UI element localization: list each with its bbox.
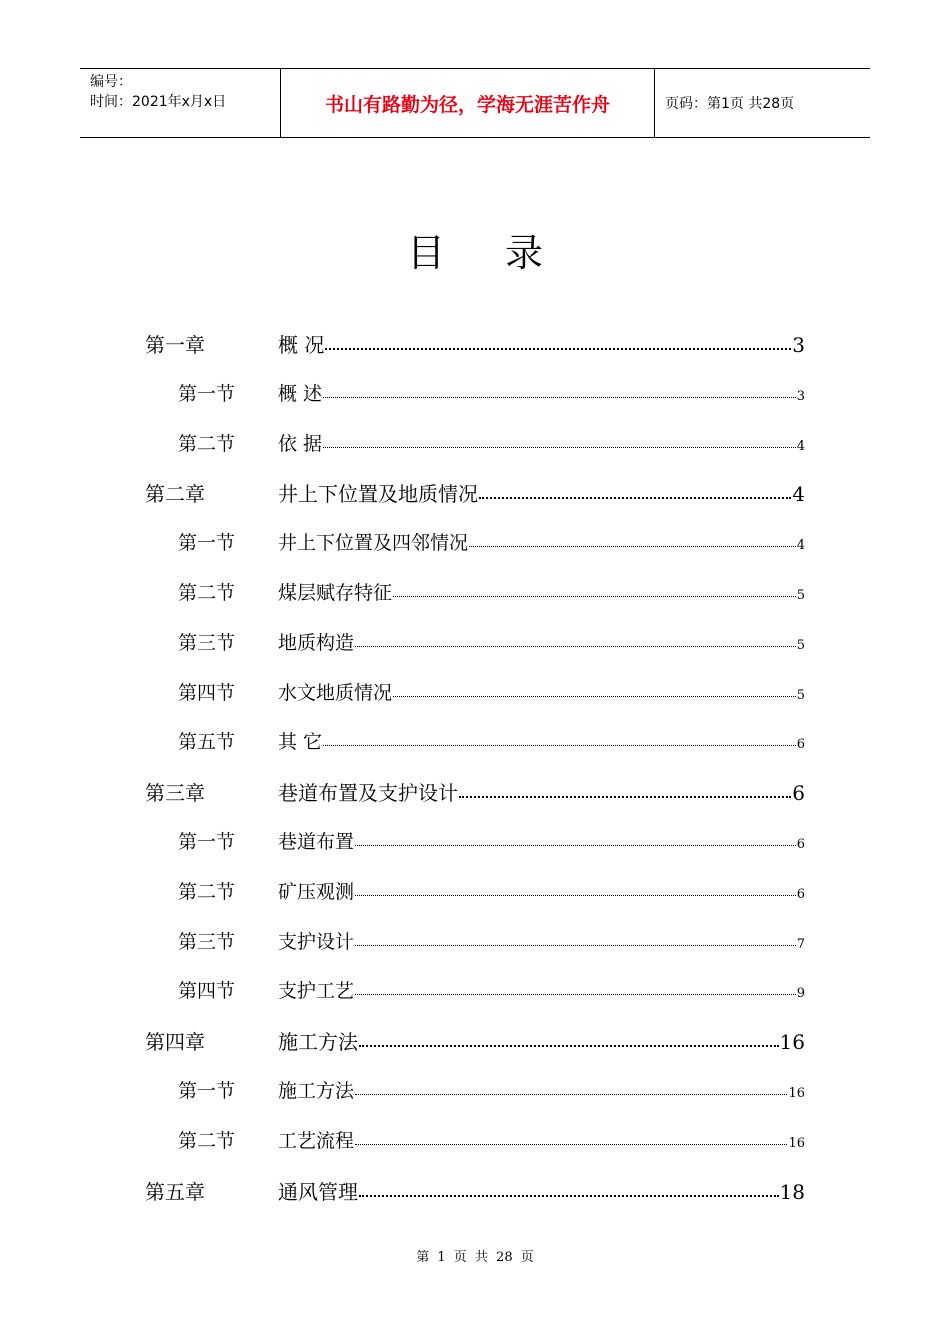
toc-section-row[interactable] [0,429,950,459]
toc-dot-leader [393,684,796,697]
toc-dot-leader [355,982,796,995]
toc-section-row[interactable] [0,1076,950,1106]
toc-section-row[interactable] [0,628,950,658]
toc-entry-title: 支护设计 [278,930,355,953]
toc-entry-number: 第二节 [178,1129,236,1152]
toc-section-row[interactable] [0,827,950,857]
toc-entry-page: 4 [792,482,805,507]
toc-entry-title: 概 述 [278,382,323,405]
toc-dot-leader [323,385,796,398]
toc-entry-page: 5 [796,637,805,653]
toc-section-row[interactable] [0,578,950,608]
toc-dot-leader [459,782,791,798]
toc-entry-page: 6 [796,837,805,852]
toc-entry-page: 6 [792,781,805,806]
header-slogan: 书山有路勤为径，学海无涯苦作舟 [281,69,655,137]
toc-entry [278,827,805,854]
toc-entry-title: 矿压观测 [278,880,355,903]
toc-entry-title: 施工方法 [278,1080,355,1102]
toc-entry-title: 通风管理 [278,1179,358,1204]
toc-entry-page: 3 [792,333,805,357]
toc-entry-page: 18 [779,1179,805,1204]
toc-chapter-row[interactable] [0,1176,950,1206]
toc-entry [278,528,805,555]
page-title: 目录 [406,231,603,275]
toc-entry-page: 16 [788,1135,805,1151]
toc-entry-page: 16 [779,1030,805,1055]
toc-entry-title: 井上下位置及地质情况 [278,482,478,507]
toc-chapter-row[interactable] [0,777,950,807]
toc-section-row[interactable] [0,678,950,708]
toc-entry [278,678,805,705]
toc-entry [278,1076,805,1103]
date-label: 时间：2021年x月x日 [90,94,227,110]
toc-entry-page: 6 [796,737,805,753]
toc-entry-page: 7 [796,936,805,952]
toc-entry [278,727,805,754]
toc-dot-leader [355,833,796,846]
toc-entry-title: 煤层赋存特征 [278,582,393,604]
toc-entry-title: 支护工艺 [278,980,355,1003]
toc-section-row[interactable] [0,927,950,957]
header-meta [80,69,281,137]
toc-entry-title: 地质构造 [278,631,355,654]
toc-entry-page: 4 [796,438,805,454]
toc-section-row[interactable] [0,379,950,409]
toc-entry-number: 第一节 [178,1080,236,1102]
toc-entry [278,976,805,1003]
toc-entry-title: 巷道布置及支护设计 [278,781,458,806]
toc-entry-page: 16 [788,1086,805,1101]
toc-entry-title: 井上下位置及四邻情况 [278,532,469,555]
toc-entry-title: 其 它 [278,731,323,754]
toc-entry-number: 第五节 [178,731,236,754]
toc-entry-number: 第二章 [145,482,205,507]
toc-entry [278,379,805,406]
toc-entry-page: 4 [796,538,805,554]
toc-entry-title: 概 况 [278,333,325,357]
toc-dot-leader [393,584,796,597]
toc-entry-number: 第四章 [145,1030,205,1055]
toc-entry [278,578,805,605]
toc-dot-leader [355,883,796,896]
toc-dot-leader [325,334,791,350]
toc-entry [278,1026,805,1055]
toc-dot-leader [479,483,791,499]
toc-entry-number: 第一节 [178,532,236,555]
toc-dot-leader [469,534,796,547]
toc-dot-leader [359,1031,779,1047]
toc-entry-number: 第一章 [145,333,205,357]
toc-entry-number: 第一节 [178,382,236,405]
toc-entry [278,429,805,456]
toc-chapter-row[interactable] [0,329,950,359]
toc-entry-page: 3 [796,388,805,404]
toc-entry [278,777,805,806]
toc-entry-title: 施工方法 [278,1030,358,1055]
toc-entry-page: 6 [796,886,805,902]
toc-section-row[interactable] [0,528,950,558]
toc-section-row[interactable] [0,727,950,757]
toc-entry-number: 第四节 [178,980,236,1003]
serial-label: 编号： [90,74,132,90]
header-page-info: 页码：第1页 共28页 [665,96,795,112]
toc-entry-number: 第三章 [145,781,205,806]
page-header [80,68,870,138]
toc-chapter-row[interactable] [0,1026,950,1056]
toc-entry-title: 依 据 [278,432,323,455]
toc-entry [278,628,805,655]
toc-dot-leader [355,1132,787,1145]
toc-dot-leader [355,933,796,946]
toc-entry [278,927,805,954]
toc-entry-page: 5 [796,687,805,703]
toc-entry-number: 第三节 [178,930,236,953]
toc-entry-number: 第二节 [178,432,236,455]
toc-dot-leader [355,1082,787,1095]
toc-dot-leader [359,1181,779,1197]
toc-entry-title: 水文地质情况 [278,681,393,704]
toc-dot-leader [355,634,796,647]
toc-entry-number: 第三节 [178,631,236,654]
toc-entry-number: 第四节 [178,681,236,704]
toc-entry [278,1126,805,1153]
toc-dot-leader [323,733,796,746]
toc-chapter-row[interactable] [0,478,950,508]
toc-entry [278,1176,805,1205]
page-footer: 第 1 页 共 28 页 [416,1250,534,1265]
toc-entry [278,329,805,358]
toc-entry [278,877,805,904]
toc-section-row[interactable] [0,1126,950,1156]
toc-entry-number: 第一节 [178,831,236,853]
toc-section-row[interactable] [0,877,950,907]
toc-entry-number: 第二节 [178,582,236,604]
toc-dot-leader [323,435,796,448]
toc-entry-number: 第五章 [145,1179,205,1204]
toc-entry-title: 工艺流程 [278,1129,355,1152]
toc-entry [278,478,805,507]
toc-entry-page: 5 [796,588,805,603]
toc-section-row[interactable] [0,976,950,1006]
toc-entry-page: 9 [796,986,805,1002]
toc-entry-number: 第二节 [178,880,236,903]
toc-entry-title: 巷道布置 [278,831,355,853]
